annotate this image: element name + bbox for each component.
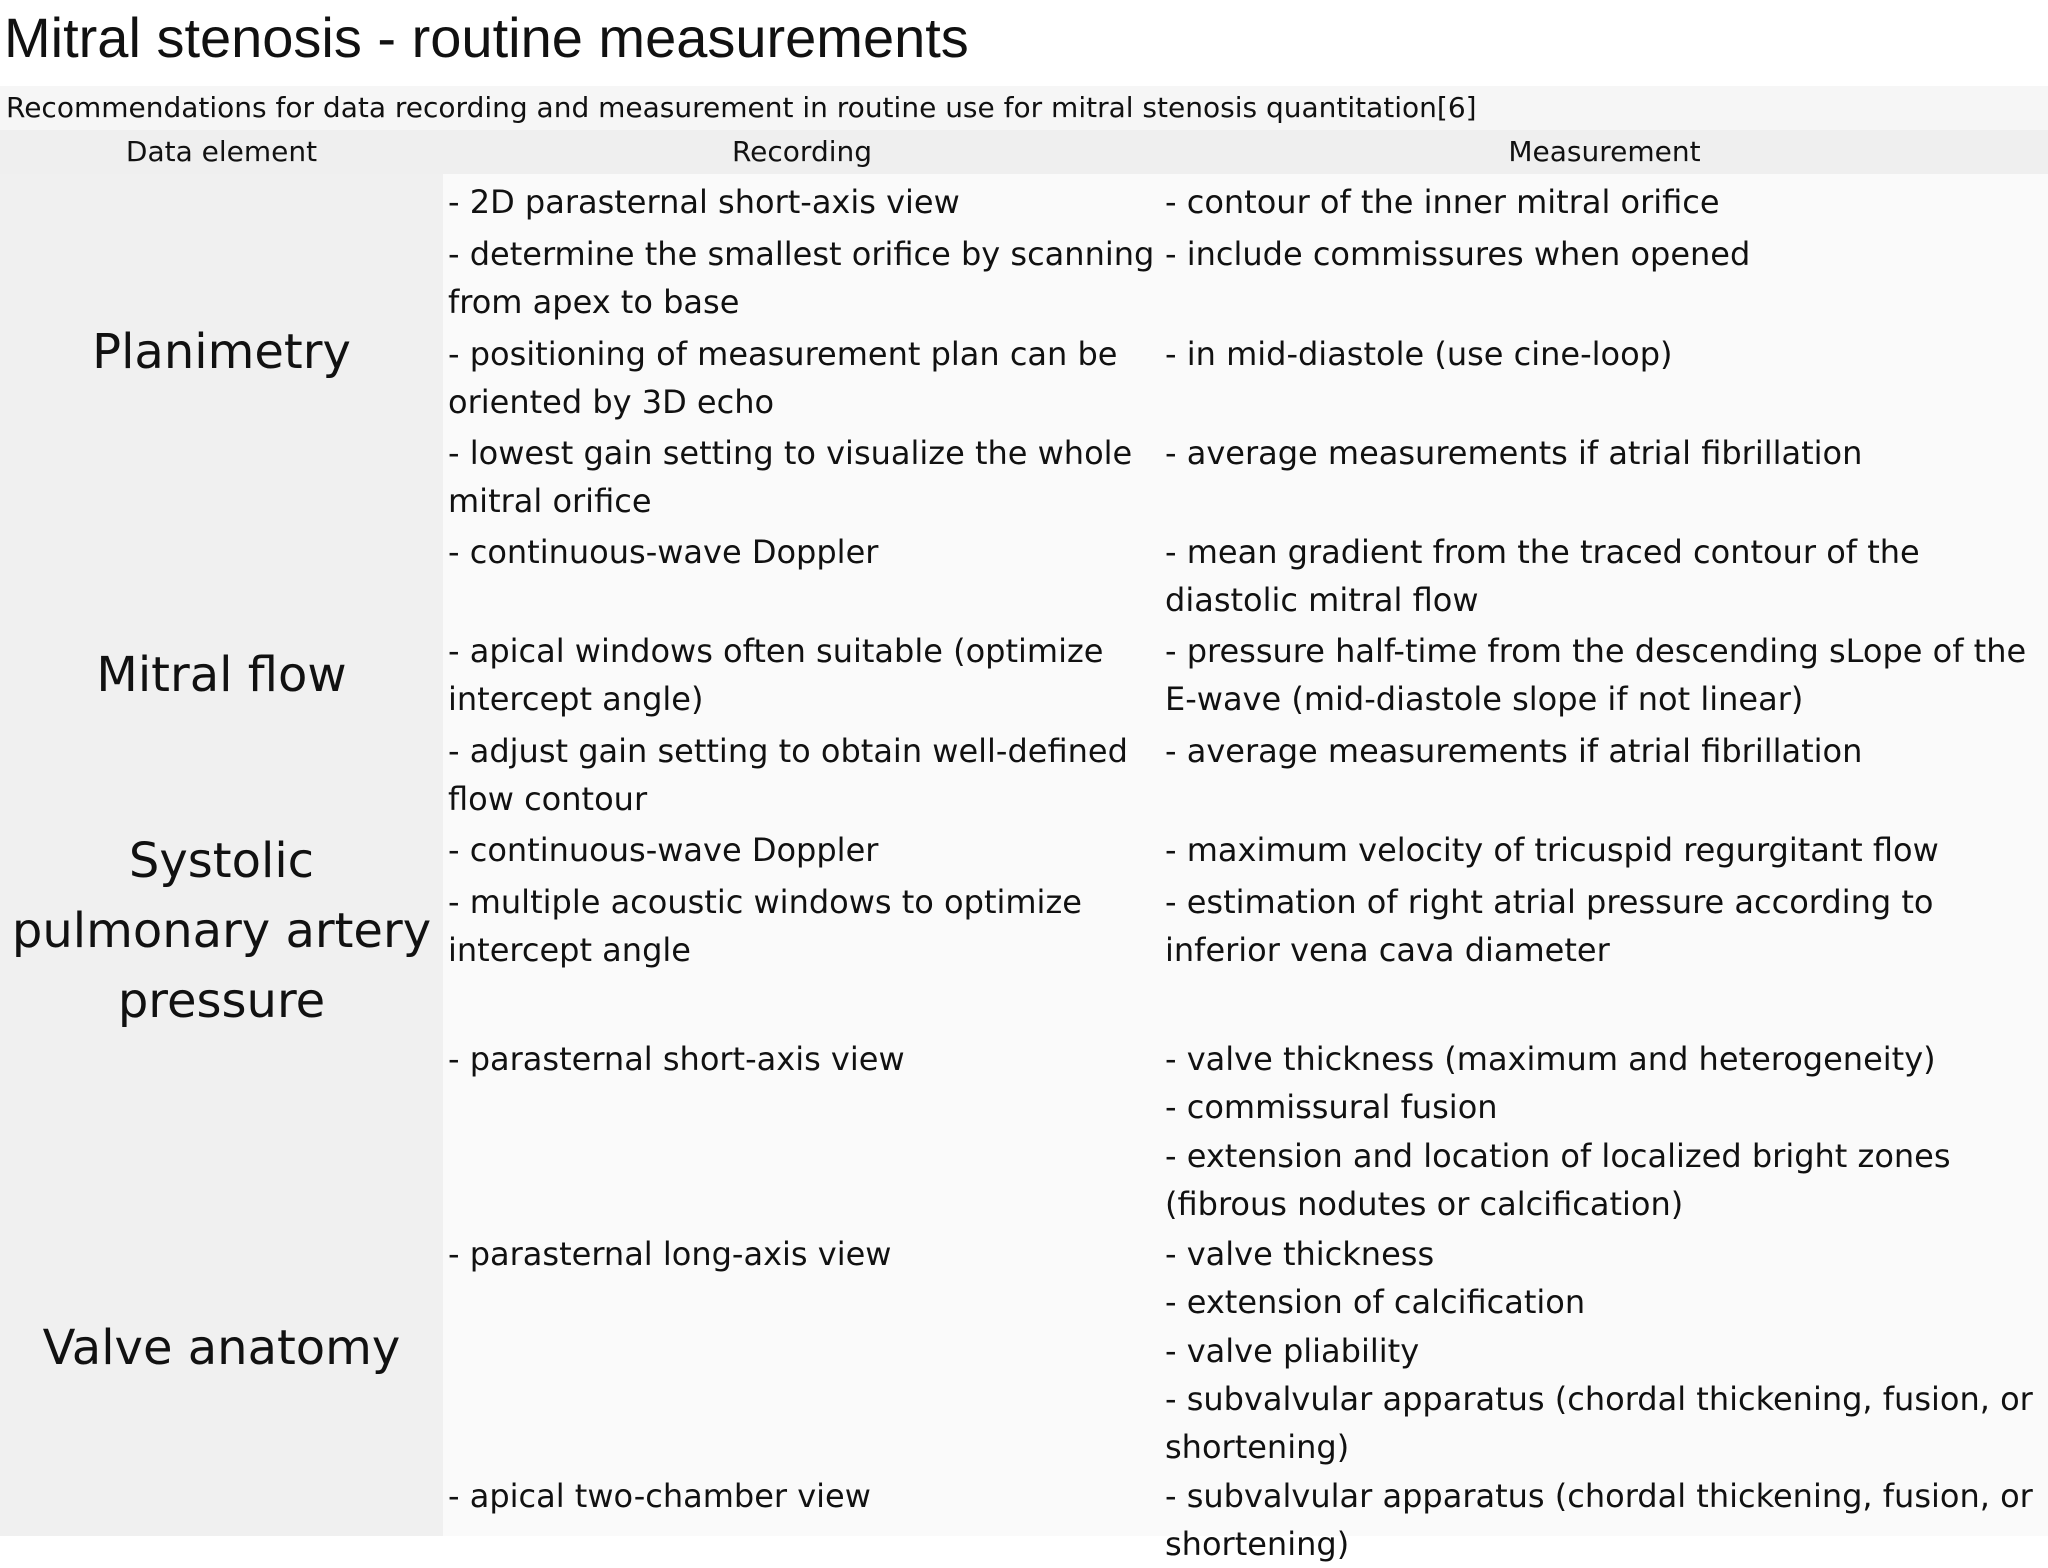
measurement-cell: - average measurements if atrial fibrillation (1165, 732, 1863, 770)
header-data-element: Data element (125, 135, 318, 168)
measurement-cell: - extension of calcification (1165, 1283, 1586, 1321)
table-caption: Recommendations for data recording and measurement in routine use for mitral stenosis quantitation[6] (0, 86, 2048, 130)
group-label-valve-anatomy: Valve anatomy (42, 1320, 401, 1376)
header-measurement: Measurement (1508, 135, 1701, 168)
recording-cell: - parasternal long-axis view (448, 1235, 892, 1273)
measurement-cell: - estimation of right atrial pressure according to inferior vena cava diameter (1165, 883, 1934, 969)
measurement-cell: - mean gradient from the traced contour of the diastolic mitral flow (1165, 533, 1920, 619)
recording-cell: - multiple acoustic windows to optimize intercept angle (448, 883, 1082, 969)
page-title: Mitral stenosis - routine measurements (4, 6, 969, 69)
recording-cell: - continuous-wave Doppler (448, 831, 879, 869)
measurement-cell: - pressure half-time from the descending sLope of the E-wave (mid-diastole slope if not linear) (1165, 632, 2027, 718)
measurement-cell: - valve thickness (maximum and heterogeneity) (1165, 1040, 1936, 1078)
group-label-planimetry: Planimetry (92, 324, 351, 380)
table-header (0, 130, 2048, 174)
group-label-mitral-flow: Mitral flow (96, 647, 347, 703)
measurement-cell: - contour of the inner mitral orifice (1165, 183, 1720, 221)
group-label-spap: Systolic pulmonary artery pressure (11, 833, 432, 1029)
recording-cell: - lowest gain setting to visualize the whole mitral orifice (448, 434, 1133, 520)
measurement-cell: - in mid-diastole (use cine-loop) (1165, 335, 1673, 373)
measurement-cell: - subvalvular apparatus (chordal thickening, fusion, or shortening) (1165, 1477, 2033, 1563)
measurement-cell: - commissural fusion (1165, 1088, 1498, 1126)
recording-cell: - determine the smallest orifice by scanning from apex to base (448, 235, 1155, 321)
recording-cell: - adjust gain setting to obtain well-defined flow contour (448, 732, 1128, 818)
recording-cell: - positioning of measurement plan can be oriented by 3D echo (448, 335, 1118, 421)
recording-cell: - apical windows often suitable (optimize intercept angle) (448, 632, 1104, 718)
measurement-cell: - include commissures when opened (1165, 235, 1751, 273)
measurement-cell: - valve pliability (1165, 1332, 1420, 1370)
header-recording: Recording (731, 135, 873, 168)
recording-cell: - parasternal short-axis view (448, 1040, 905, 1078)
recording-cell: - apical two-chamber view (448, 1477, 871, 1515)
measurement-cell: - valve thickness (1165, 1235, 1435, 1273)
recording-cell: - continuous-wave Doppler (448, 533, 879, 571)
measurement-cell: - extension and location of localized bright zones (fibrous nodutes or calcification) (1165, 1137, 1951, 1223)
recording-cell: - 2D parasternal short-axis view (448, 183, 960, 221)
measurement-cell: - average measurements if atrial fibrillation (1165, 434, 1863, 472)
measurement-cell: - subvalvular apparatus (chordal thickening, fusion, or shortening) (1165, 1380, 2033, 1466)
measurement-cell: - maximum velocity of tricuspid regurgitant flow (1165, 831, 1939, 869)
